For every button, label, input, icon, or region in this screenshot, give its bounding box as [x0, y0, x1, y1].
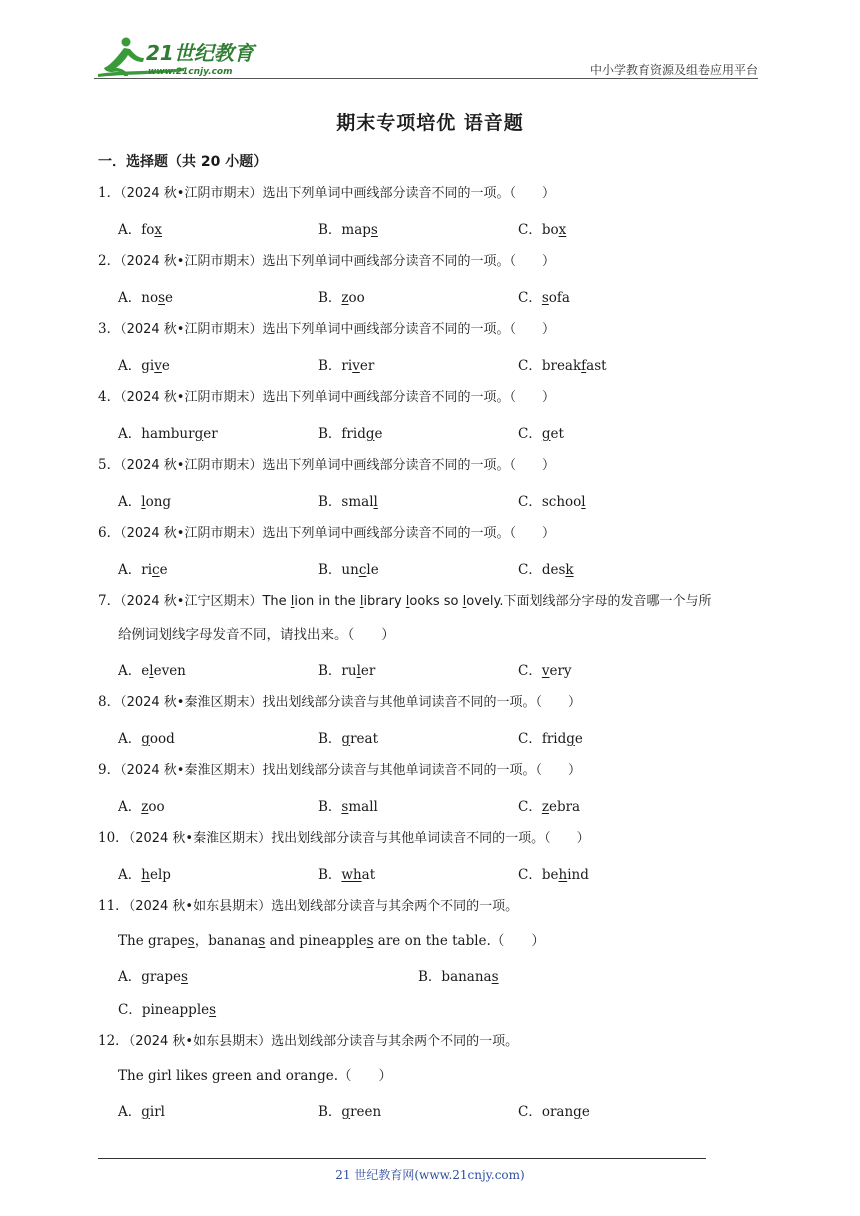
option-c[interactable]: C．behind — [518, 867, 589, 883]
option-c[interactable]: C．zebra — [518, 799, 581, 815]
question-text: （2024 秋•如东县期末）选出划线部分读音与其余两个不同的一项。 — [128, 1034, 519, 1049]
option-c[interactable]: C．fridge — [518, 731, 583, 747]
option-b[interactable]: B．great — [318, 731, 378, 747]
option-c[interactable]: C．box — [518, 222, 567, 238]
option-c[interactable]: C．sofa — [518, 290, 570, 306]
underlined-letters: v — [352, 358, 360, 374]
option-b[interactable]: B．zoo — [318, 290, 365, 306]
logo-url: www.21cnjy.com — [148, 67, 233, 77]
question-text: （2024 秋•秦淮区期末）找出划线部分读音与其他单词读音不同的一项。（ ） — [120, 695, 581, 710]
underlined-letters: l — [462, 594, 467, 609]
option-a[interactable]: A．fox — [118, 222, 162, 238]
underlined-letters: g — [365, 426, 375, 442]
option-c[interactable]: C．pineapples — [118, 1002, 217, 1018]
underlined-letters: g — [541, 426, 551, 442]
underlined-letters: h — [141, 867, 150, 883]
underlined-letters: z — [141, 799, 149, 815]
option-a[interactable]: A．eleven — [118, 663, 186, 679]
option-b[interactable]: B．small — [318, 494, 378, 510]
underlined-letters: s — [181, 969, 188, 985]
question-number: 11． — [98, 898, 129, 914]
question-text: （2024 秋•秦淮区期末）找出划线部分读音与其他单词读音不同的一项。（ ） — [128, 831, 590, 846]
question-text: （2024 秋•江阴市期末）选出下列单词中画线部分读音不同的一项。（ ） — [120, 390, 555, 405]
options-row — [98, 863, 768, 883]
question-list — [98, 183, 768, 1133]
page-title: 期末专项培优 语音题 — [336, 112, 524, 134]
underlined-letters: g — [141, 731, 150, 747]
question-text-continued: 给例词划线字母发音不同，请找出来。（ ） — [118, 627, 395, 643]
options-row — [98, 998, 768, 1018]
option-a[interactable]: A．good — [118, 731, 175, 747]
options-row — [98, 422, 768, 442]
underlined-letters: c — [152, 562, 160, 578]
question-stem — [98, 387, 768, 408]
footer-divider — [98, 1158, 706, 1159]
question-text: （2024 秋•如东县期末）选出划线部分读音与其余两个不同的一项。 — [128, 899, 519, 914]
question-stem — [98, 523, 768, 544]
underlined-letters: l — [373, 494, 378, 510]
option-b[interactable]: B．uncle — [318, 562, 379, 578]
question-text: （2024 秋•江阴市期末）选出下列单词中画线部分读音不同的一项。（ ） — [120, 322, 555, 337]
underlined-letters: v — [541, 663, 550, 679]
question-number: 4． — [98, 389, 121, 405]
question-text: （2024 秋•江阴市期末）选出下列单词中画线部分读音不同的一项。（ ） — [120, 254, 555, 269]
question-sentence: The grapes，bananas and pineapples are on the table.（ ） — [118, 933, 545, 949]
underlined-letters: s — [491, 969, 499, 985]
underlined-letters: g — [141, 1104, 150, 1120]
question-number: 2． — [98, 253, 121, 269]
question-number: 1． — [98, 185, 121, 201]
option-b[interactable]: B．ruler — [318, 663, 376, 679]
question-text: （2024 秋•江阴市期末）选出下列单词中画线部分读音不同的一项。（ ） — [120, 458, 555, 473]
underlined-letters: s — [541, 290, 549, 306]
option-a[interactable]: A．zoo — [118, 799, 165, 815]
underlined-letters: s — [158, 290, 166, 306]
question-stem — [98, 455, 768, 476]
option-b[interactable]: B．maps — [318, 222, 378, 238]
question-number: 6． — [98, 525, 121, 541]
underlined-letters: g — [341, 1104, 351, 1120]
option-b[interactable]: B．small — [318, 799, 378, 815]
question-item — [98, 692, 768, 747]
underlined-letters: z — [341, 290, 349, 306]
question-item — [98, 251, 768, 306]
options-row — [98, 1100, 768, 1120]
question-stem — [98, 183, 768, 204]
question-item — [98, 896, 768, 1018]
question-item — [98, 760, 768, 815]
options-row — [98, 286, 768, 306]
option-c[interactable]: C．breakfast — [518, 358, 607, 374]
options-row — [98, 659, 768, 679]
question-stem — [98, 692, 768, 713]
option-c[interactable]: C．desk — [518, 562, 574, 578]
question-text: （2024 秋•江阴市期末）选出下列单词中画线部分读音不同的一项。（ ） — [120, 526, 555, 541]
underlined-letters: s — [366, 933, 374, 949]
underlined-letters: l — [149, 663, 154, 679]
option-c[interactable]: C．orange — [518, 1104, 590, 1120]
question-item — [98, 387, 768, 442]
underlined-letters: wh — [341, 867, 362, 883]
option-c[interactable]: C．get — [518, 426, 564, 442]
underlined-letters: f — [581, 358, 587, 374]
options-row — [98, 727, 768, 747]
underlined-letters: l — [356, 663, 361, 679]
question-item — [98, 523, 768, 578]
option-b[interactable]: B．green — [318, 1104, 382, 1120]
options-row — [98, 795, 768, 815]
logo-text: 21世纪教育 — [146, 41, 254, 65]
question-number: 12． — [98, 1033, 129, 1049]
underlined-letters: z — [541, 799, 549, 815]
header-divider — [94, 78, 758, 79]
underlined-letters: l — [359, 594, 364, 609]
question-number: 9． — [98, 762, 121, 778]
page-header — [94, 34, 758, 80]
question-number: 5． — [98, 457, 121, 473]
question-text: （2024 秋•江宁区期末）The lion in the library looks so lovely.下面划线部分字母的发音哪一个与所 — [120, 594, 712, 609]
question-stem — [98, 319, 768, 340]
underlined-letters: x — [154, 222, 162, 238]
options-row — [98, 218, 768, 238]
question-item — [98, 455, 768, 510]
question-item — [98, 319, 768, 374]
option-a[interactable]: A．rice — [118, 562, 168, 578]
underlined-letters: k — [565, 562, 574, 578]
question-number: 8． — [98, 694, 121, 710]
underlined-letters: g — [194, 426, 204, 442]
option-b[interactable]: B．fridge — [318, 426, 383, 442]
option-b[interactable]: B．river — [318, 358, 375, 374]
question-item — [98, 591, 768, 679]
question-stem — [98, 1031, 768, 1052]
question-text: （2024 秋•秦淮区期末）找出划线部分读音与其他单词读音不同的一项。（ ） — [120, 763, 581, 778]
underlined-letters: g — [341, 731, 351, 747]
underlined-letters: x — [558, 222, 567, 238]
underlined-letters: g — [566, 731, 575, 747]
question-item — [98, 828, 768, 883]
underlined-letters: s — [258, 933, 266, 949]
underlined-letters: g — [573, 1104, 582, 1120]
question-item — [98, 183, 768, 238]
question-stem — [98, 591, 768, 612]
options-row — [98, 354, 768, 374]
21cnjy-logo — [94, 34, 264, 78]
underlined-letters: l — [405, 594, 410, 609]
question-number: 7． — [98, 593, 121, 609]
option-b[interactable]: B．what — [318, 867, 376, 883]
underlined-letters: s — [187, 933, 195, 949]
option-a[interactable]: A．girl — [118, 1104, 165, 1120]
underlined-letters: h — [558, 867, 568, 883]
option-a[interactable]: A．hamburger — [118, 426, 218, 442]
underlined-letters: l — [581, 494, 586, 510]
option-a[interactable]: A．help — [118, 867, 171, 883]
underlined-letters: s — [209, 1002, 217, 1018]
question-number: 3． — [98, 321, 121, 337]
underlined-letters: v — [154, 358, 162, 374]
option-a[interactable]: A．grapes — [118, 969, 188, 985]
question-number: 10． — [98, 830, 129, 846]
footer-text: 21 世纪教育网(www.21cnjy.com) — [335, 1168, 525, 1182]
section-heading: 一．选择题（共 20 小题） — [98, 154, 268, 170]
question-stem — [98, 760, 768, 781]
question-sentence: The girl likes green and orange.（ ） — [118, 1068, 393, 1084]
question-text: （2024 秋•江阴市期末）选出下列单词中画线部分读音不同的一项。（ ） — [120, 186, 555, 201]
question-stem — [98, 828, 768, 849]
underlined-letters: s — [341, 799, 349, 815]
underlined-letters: l — [141, 494, 146, 510]
option-b[interactable]: B．bananas — [418, 969, 499, 985]
option-c[interactable]: C．very — [518, 663, 572, 679]
question-stem — [98, 896, 768, 917]
option-a[interactable]: A．give — [118, 358, 170, 374]
options-row — [98, 558, 768, 578]
underlined-letters: s — [370, 222, 378, 238]
option-a[interactable]: A．long — [118, 494, 172, 510]
option-a[interactable]: A．nose — [118, 290, 174, 306]
underlined-letters: c — [358, 562, 367, 578]
platform-name: 中小学教育资源及组卷应用平台 — [589, 63, 758, 77]
options-row — [98, 965, 768, 985]
option-c[interactable]: C．school — [518, 494, 586, 510]
question-item — [98, 1031, 768, 1120]
question-stem — [98, 251, 768, 272]
options-row — [98, 490, 768, 510]
underlined-letters: l — [290, 594, 295, 609]
